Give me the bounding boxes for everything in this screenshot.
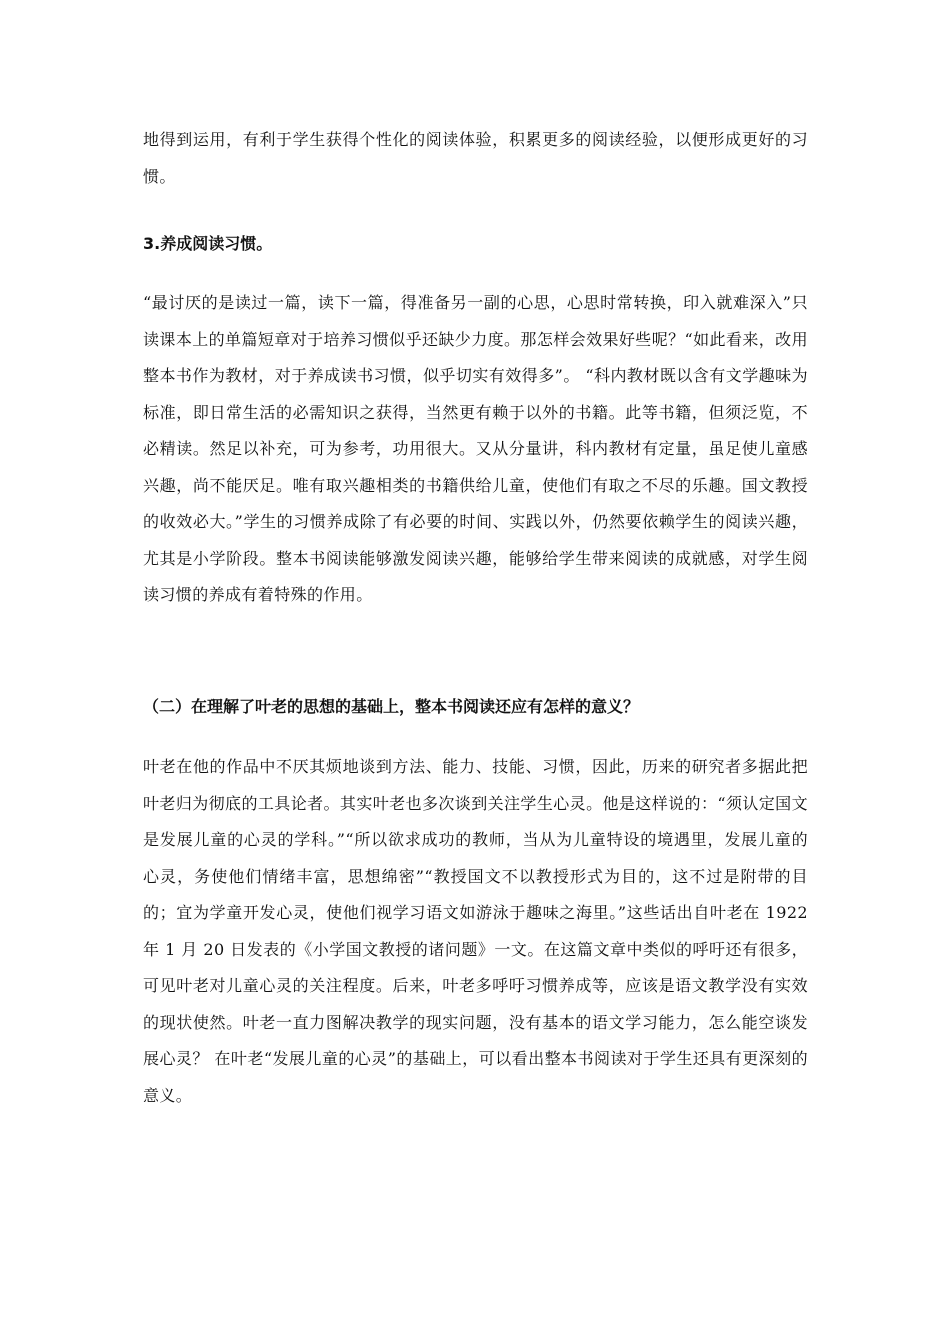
paragraph-reading-habit: “最讨厌的是读过一篇，读下一篇，得准备另一副的心思，心思时常转换，印入就难深入”只读课本上的单篇短章对于培养习惯似乎还缺少力度。那怎样会效果好些呢？“如此看来，改用整本书作为教材，对于养成读书习惯，似乎切实有效得多”。 “科内教材既以含有文学趣味为标准，即日常生活的必需知识之获得，当然更有赖于以外的书籍。此等书籍，但须泛览，不必精读。然足以补充，可为参考，功用很大。又从分量讲，科内教材有定量，虽足使儿童感兴趣，尚不能厌足。唯有取兴趣相类的书籍供给儿童，使他们有取之不尽的乐趣。国文教授的收效必大。”学生的习惯养成除了有必要的时间、实践以外，仍然要依赖学生的阅读兴趣，尤其是小学阶段。整本书阅读能够激发阅读兴趣，能够给学生带来阅读的成就感，对学生阅读习惯的养成有着特殊的作用。 xyxy=(143,293,808,604)
section-heading-2: （二）在理解了叶老的思想的基础上，整本书阅读还应有怎样的意义？ xyxy=(143,697,640,716)
section-heading-3: 3.养成阅读习惯。 xyxy=(143,234,273,253)
paragraph-meaning: 叶老在他的作品中不厌其烦地谈到方法、能力、技能、习惯，因此，历来的研究者多据此把叶老归为彻底的工具论者。其实叶老也多次谈到关注学生心灵。他是这样说的：“须认定国文是发展儿童的心灵的学科。”“所以欲求成功的教师，当从为儿童特设的境遇里，发展儿童的心灵，务使他们情绪丰富，思想绵密”“教授国文不以教授形式为目的，这不过是附带的目的；宜为学童开发心灵，使他们视学习语文如游泳于趣味之海里。”这些话出自叶老在 1922 年 1 月 20 日发表的《小学国文教授的诸问题》一文。在这篇文章中类似的呼吁还有很多，可见叶老对儿童心灵的关注程度。后来，叶老多呼吁习惯养成等，应该是语文教学没有实效的现状使然。叶老一直力图解决教学的现实问题，没有基本的语文学习能力，怎么能空谈发展心灵？ 在叶老“发展儿童的心灵”的基础上，可以看出整本书阅读对于学生还具有更深刻的意义。 xyxy=(143,757,808,1105)
paragraph-intro: 地得到运用，有利于学生获得个性化的阅读体验，积累更多的阅读经验，以便形成更好的习惯。 xyxy=(143,130,808,186)
